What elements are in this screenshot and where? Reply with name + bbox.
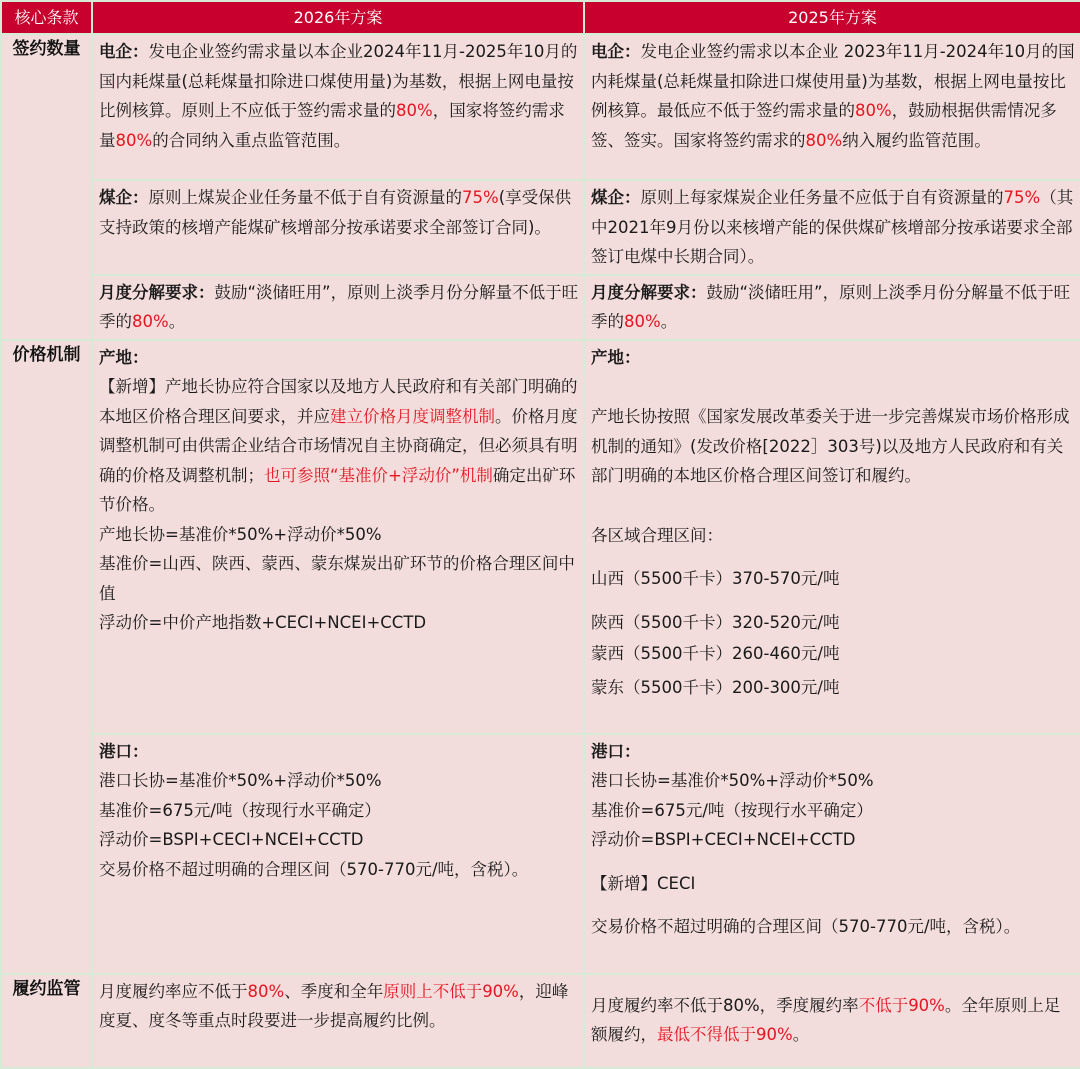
highlight: 建立价格月度调整机制: [330, 406, 495, 426]
port-title: 港口：: [99, 741, 149, 761]
text: 纳入履约监管范围。: [842, 130, 991, 150]
highlight: 也可参照“基准价+浮动价”机制: [264, 465, 493, 485]
highlight: 80%: [624, 312, 661, 331]
highlight: 80%: [805, 130, 843, 150]
text: 。价格月度调整机制可由供需企业结合市场情况自主协商确定，但必须具有明确的价格及调整机制；: [99, 406, 578, 485]
cell-2026-power: [92, 34, 584, 180]
lead-coal: 煤企：: [99, 188, 149, 207]
cell-2025-monthly: [584, 275, 1080, 340]
text: (享受保供支持政策的核增产能煤矿核增部分按承诺要求全部签订合同)。: [99, 188, 572, 237]
range-mengxi: 蒙西（5500千卡）260-460元/吨: [591, 644, 840, 663]
text: ，鼓励根据供需情况多签、签实。国家将签约需求的: [591, 101, 1057, 150]
text: 原则上每家煤炭企业任务量不应低于自有资源量的: [640, 188, 1004, 207]
lead-power: 电企：: [591, 42, 641, 61]
row-sign-coal: [1, 180, 1080, 275]
highlight: 75%: [1003, 188, 1041, 207]
cell-2025-origin: [584, 340, 1080, 734]
origin-title: 产地：: [99, 347, 149, 367]
row-performance: [1, 974, 1080, 1068]
header-2025-plan: 2025年方案: [584, 1, 1080, 34]
port-float-price: 浮动价=BSPI+CECI+NCEI+CCTD: [591, 830, 856, 849]
origin-paragraph: 产地长协按照《国家发展改革委关于进一步完善煤炭市场价格形成机制的通知》(发改价格[2022］303号)以及地方人民政府和有关部门明确的本地区价格合理区间签订和履约。: [591, 407, 1070, 485]
highlight: 80%: [855, 101, 892, 120]
text: 月度履约率应不低于: [99, 981, 248, 1001]
highlight: 75%: [462, 188, 499, 207]
text: 发电企业签约需求以本企业 2023年11月-2024年10月的国内耗煤量(总耗煤量扣除进口煤使用量)为基数，根据上网电量按比例核算。最低应不低于签约需求量的: [591, 42, 1075, 120]
row-sign-power: [1, 34, 1080, 180]
row-sign-monthly: [1, 275, 1080, 340]
text: 。: [168, 312, 186, 331]
row-price-origin: [1, 340, 1080, 734]
port-range: 交易价格不超过明确的合理区间（570-770元/吨，含税）。: [591, 917, 1021, 936]
text: 确定出矿环节价格。: [99, 465, 576, 514]
header-core-clause: 核心条款: [1, 1, 92, 34]
origin-base-price: 基准价=山西、陕西、蒙西、蒙东煤炭出矿环节的价格合理区间中值: [99, 554, 575, 603]
row-label-sign-quantity: 签约数量: [1, 34, 92, 340]
port-range: 交易价格不超过明确的合理区间（570-770元/吨，含税）。: [99, 859, 529, 879]
row-price-port: [1, 734, 1080, 974]
port-added: 【新增】CECI: [591, 873, 696, 893]
origin-title: 产地：: [591, 347, 641, 367]
text: 【新增】产地长协应符合国家以及地方人民政府和有关部门明确的本地区价格合理区间要求，并应: [99, 377, 578, 426]
text: 发电企业签约需求量以本企业2024年11月-2025年10月的国内耗煤量(总耗煤量扣除进口煤使用量)为基数，根据上网电量按比例核算。原则上不应低于签约需求量的: [99, 42, 578, 120]
highlight: 原则上不低于90%: [383, 981, 519, 1001]
highlight: 最低不得低于90%: [657, 1025, 793, 1044]
lead-power: 电企：: [99, 42, 149, 61]
ranges-title: 各区域合理区间：: [591, 525, 723, 545]
text: 。: [792, 1025, 810, 1044]
port-base-price: 基准价=675元/吨（按现行水平确定）: [99, 800, 381, 820]
header-row: [1, 1, 1080, 34]
text: 鼓励“淡储旺用”，原则上淡季月份分解量不低于旺季的: [591, 282, 1071, 331]
text: 鼓励“淡储旺用”，原则上淡季月份分解量不低于旺季的: [99, 282, 579, 331]
highlight: 80%: [115, 130, 153, 150]
text: 、季度和全年: [284, 981, 384, 1001]
range-shanxi: 山西（5500千卡）370-570元/吨: [591, 569, 840, 588]
text: 。全年原则上足额履约，: [591, 995, 1061, 1044]
port-formula: 港口长协=基准价*50%+浮动价*50%: [99, 771, 382, 790]
cell-2026-coal: [92, 180, 584, 275]
text: 的合同纳入重点监管范围。: [152, 130, 351, 150]
lead-monthly: 月度分解要求：: [99, 282, 215, 302]
origin-float-price: 浮动价=中价产地指数+CECI+NCEI+CCTD: [99, 613, 427, 632]
header-2026-plan: 2026年方案: [92, 1, 584, 34]
highlight: 不低于90%: [858, 995, 945, 1015]
text: 月度履约率不低于80%，季度履约率: [591, 995, 859, 1015]
cell-2026-origin: [92, 340, 584, 734]
origin-paragraph: [99, 372, 579, 520]
text: 原则上煤炭企业任务量不低于自有资源量的: [148, 188, 462, 207]
row-label-price-mechanism: 价格机制: [1, 340, 92, 974]
highlight: 80%: [247, 981, 285, 1001]
lead-monthly: 月度分解要求：: [591, 282, 707, 302]
range-mengdong: 蒙东（5500千卡）200-300元/吨: [591, 677, 840, 697]
text: ，迎峰度夏、度冬等重点时段要进一步提高履约比例。: [99, 981, 569, 1030]
range-shaanxi: 陕西（5500千卡）320-520元/吨: [591, 612, 840, 632]
text: （其中2021年9月份以来核增产能的保供煤矿核增部分按承诺要求全部签订电煤中长期合同）。: [591, 188, 1074, 266]
row-label-performance: 履约监管: [1, 974, 92, 1068]
cell-2026-performance: [92, 974, 584, 1068]
cell-2025-port: [584, 734, 1080, 974]
lead-coal: 煤企：: [591, 188, 641, 207]
cell-2025-power: [584, 34, 1080, 180]
highlight: 80%: [132, 312, 169, 331]
port-float-price: 浮动价=BSPI+CECI+NCEI+CCTD: [99, 830, 364, 849]
text: ，国家将签约需求量: [99, 101, 565, 150]
cell-2025-coal: [584, 180, 1080, 275]
cell-2026-port: [92, 734, 584, 974]
origin-formula: 产地长协=基准价*50%+浮动价*50%: [99, 524, 382, 544]
port-formula: 港口长协=基准价*50%+浮动价*50%: [591, 771, 874, 790]
port-base-price: 基准价=675元/吨（按现行水平确定）: [591, 800, 873, 820]
cell-2026-monthly: [92, 275, 584, 340]
port-title: 港口：: [591, 741, 641, 761]
highlight: 80%: [396, 101, 433, 120]
cell-2025-performance: [584, 974, 1080, 1068]
text: 。: [660, 312, 678, 331]
